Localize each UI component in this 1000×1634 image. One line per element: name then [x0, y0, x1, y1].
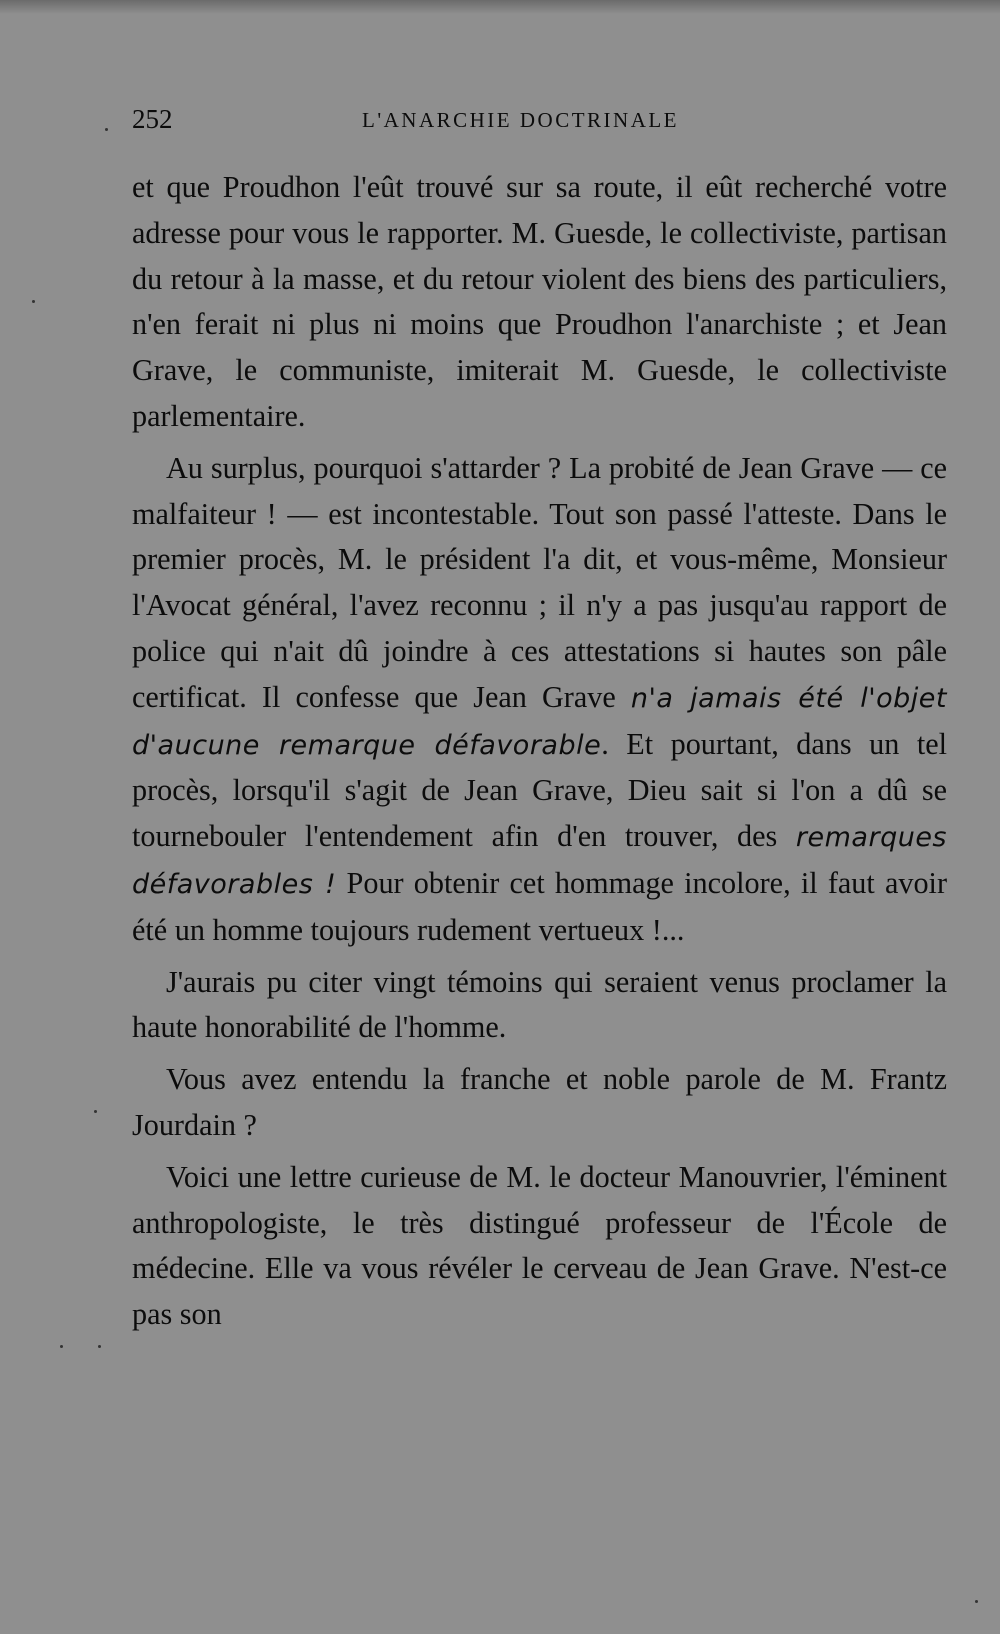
scan-speck [98, 1345, 101, 1348]
running-head: L'ANARCHIE DOCTRINALE [362, 108, 680, 132]
paragraph [132, 165, 947, 440]
page-number: 252 [132, 104, 173, 134]
italic-segment: remarques défavorables ! [132, 822, 947, 900]
text-segment: Au surplus, pourquoi s'attarder ? La probité de Jean Grave — ce malfaiteur ! — est incontestable. Tout son passé l'atteste. Dans le premier procès, M. le président l'a dit, et vous-même, Monsieur l'Avocat général, l'avez reconnu ; il n'y a pas jusqu'au rapport de police qui n'ait dû joindre à ces attestations si hautes son pâle certificat. Il confesse que Jean Grave [132, 450, 947, 714]
text-segment: et que Proudhon l'eût trouvé sur sa route, il eût recherché votre adresse pour vous le rapporter. M. Guesde, le collectiviste, partisan du retour à la masse, et du retour violent des biens des particuliers, n'en ferait ni plus ni moins que Proudhon l'anarchiste ; et Jean Grave, le communiste, imiterait M. Guesde, le collectiviste parlementaire. [132, 170, 947, 433]
paragraph [132, 1155, 947, 1338]
text-segment: Voici une lettre curieuse de M. le docteur Manouvrier, l'éminent anthropologiste, le très distingué professeur de l'École de médecine. Elle va vous révéler le cerveau de Jean Grave. N'est-ce pas son [132, 1159, 947, 1332]
scan-speck [32, 300, 35, 303]
scan-speck [60, 1345, 63, 1348]
text-segment: . Et pourtant, dans un tel procès, lorsqu'il s'agit de Jean Grave, Dieu sait si l'on a dû se tournebouler l'entendement afin d'en trouver, des [132, 726, 947, 854]
scan-speck [94, 1110, 97, 1113]
page-header [132, 96, 947, 146]
paragraph [132, 960, 947, 1052]
italic-segment: n'a jamais été l'objet d'aucune remarque défavorable [132, 682, 947, 761]
text-segment: Vous avez entendu la franche et noble parole de M. Frantz Jourdain ? [132, 1062, 947, 1142]
text-segment: J'aurais pu citer vingt témoins qui seraient venus proclamer la haute honorabilité de l'homme. [132, 964, 947, 1045]
scan-speck [105, 128, 108, 131]
scan-edge-noise [0, 0, 1000, 14]
paragraph [132, 1057, 947, 1149]
scan-speck [975, 1600, 978, 1603]
body-text [132, 165, 947, 1344]
text-segment: Pour obtenir cet hommage incolore, il faut avoir été un homme toujours rudement vertueux !... [132, 865, 947, 947]
paragraph [132, 446, 947, 954]
